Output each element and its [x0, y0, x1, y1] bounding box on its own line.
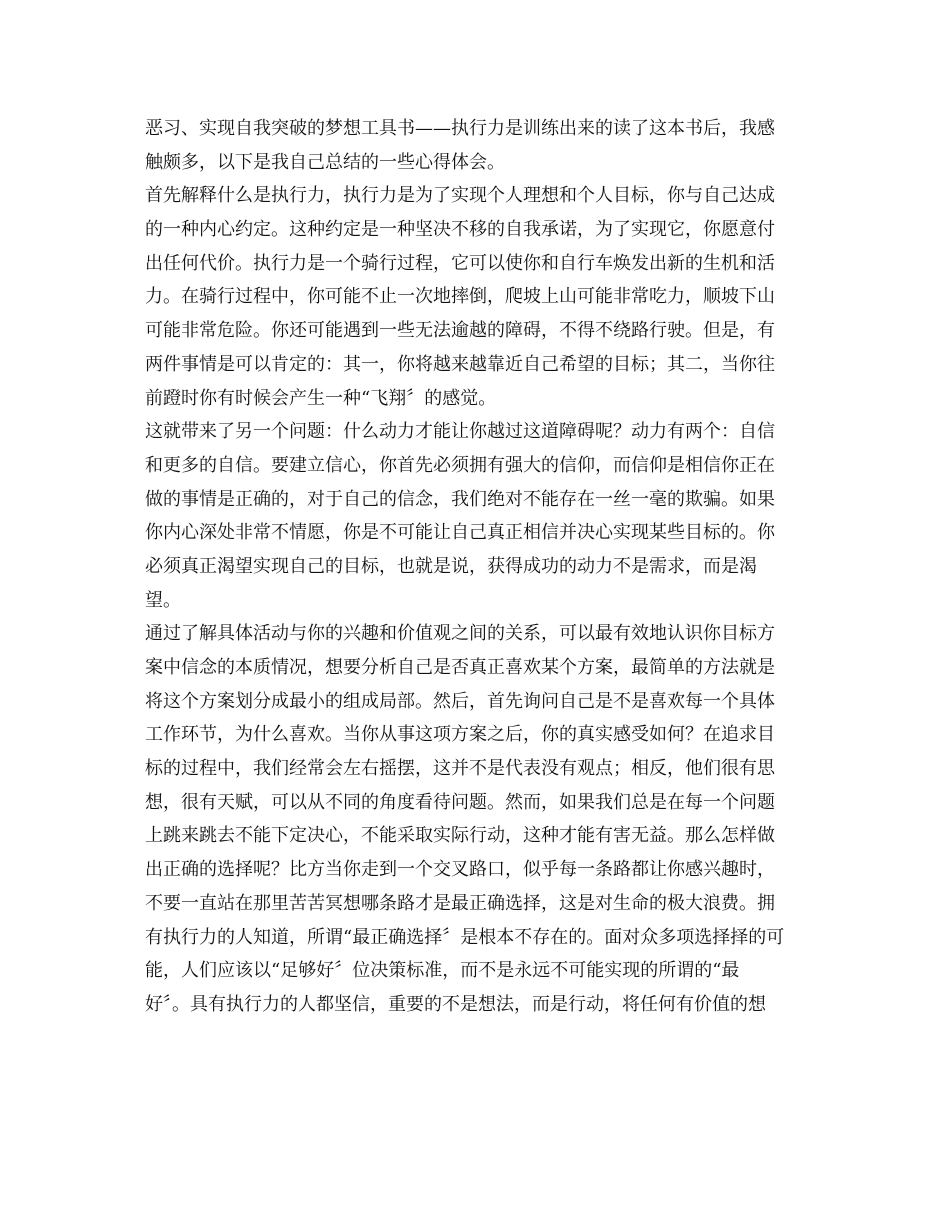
text-line: 通过了解具体活动与你的兴趣和价值观之间的关系，可以最有效地认识你目标方: [145, 623, 775, 645]
text-line: 标的过程中，我们经常会左右摇摆，这并不是代表没有观点；相反，他们很有思: [145, 758, 775, 780]
text-line: 的一种内心约定。这种约定是一种坚决不移的自我承诺，为了实现它，你愿意付: [145, 219, 775, 241]
text-line: 触颇多，以下是我自己总结的一些心得体会。: [145, 151, 505, 173]
text-line: 好〞。具有执行力的人都坚信，重要的不是想法，而是行动，将任何有价值的想: [145, 993, 766, 1015]
text-line: 能，人们应该以“足够好〞位决策标准，而不是永远不可能实现的所谓的“最: [145, 960, 740, 982]
text-line: 上跳来跳去不能下定决心，不能采取实际行动，这种才能有害无益。那么怎样做: [145, 825, 775, 847]
text-line: 可能非常危险。你还可能遇到一些无法逾越的障碍，不得不绕路行驶。但是，有: [145, 320, 775, 342]
text-line: 想，很有天赋，可以从不同的角度看待问题。然而，如果我们总是在每一个问题: [145, 791, 775, 813]
text-line: 这就带来了另一个问题：什么动力才能让你越过这道障碍呢？动力有两个：自信: [145, 421, 775, 443]
text-line: 恶习、实现自我突破的梦想工具书——执行力是训练出来的读了这本书后，我感: [145, 118, 775, 139]
text-line: 首先解释什么是执行力，执行力是为了实现个人理想和个人目标，你与自己达成: [145, 185, 775, 207]
text-line: 力。在骑行过程中，你可能不止一次地摔倒，爬坡上山可能非常吃力，顺坡下山: [145, 286, 775, 308]
text-line: 前蹬时你有时候会产生一种“飞翔〞的感觉。: [145, 387, 497, 409]
text-line: 有执行力的人知道，所谓“最正确选择〞是根本不存在的。面对众多项选择择的可: [145, 926, 785, 948]
body-text: [145, 112, 805, 1022]
text-line: 和更多的自信。要建立信心，你首先必须拥有强大的信仰，而信仰是相信你正在: [145, 454, 775, 476]
text-line: 必须真正渴望实现自己的目标，也就是说，获得成功的动力不是需求，而是渴: [145, 555, 757, 577]
text-line: 工作环节，为什么喜欢。当你从事这项方案之后，你的真实感受如何？在追求目: [145, 724, 775, 746]
text-line: 两件事情是可以肯定的：其一，你将越来越靠近自己希望的目标；其二，当你往: [145, 353, 775, 375]
text-line: 你内心深处非常不情愿，你是不可能让自己真正相信并决心实现某些目标的。你: [145, 522, 775, 544]
text-line: 将这个方案划分成最小的组成局部。然后，首先询问自己是不是喜欢每一个具体: [145, 690, 775, 712]
text-line: 出任何代价。执行力是一个骑行过程，它可以使你和自行车焕发出新的生机和活: [145, 252, 775, 274]
text-line: 望。: [145, 589, 181, 611]
text-line: 出正确的选择呢？比方当你走到一个交叉路口，似乎每一条路都让你感兴趣时，: [145, 859, 775, 881]
text-line: 案中信念的本质情况，想要分析自己是否真正喜欢某个方案，最简单的方法就是: [145, 657, 775, 678]
text-line: 做的事情是正确的，对于自己的信念，我们绝对不能存在一丝一毫的欺骗。如果: [145, 488, 775, 510]
text-line: 不要一直站在那里苦苦冥想哪条路才是最正确选择，这是对生命的极大浪费。拥: [145, 892, 775, 914]
